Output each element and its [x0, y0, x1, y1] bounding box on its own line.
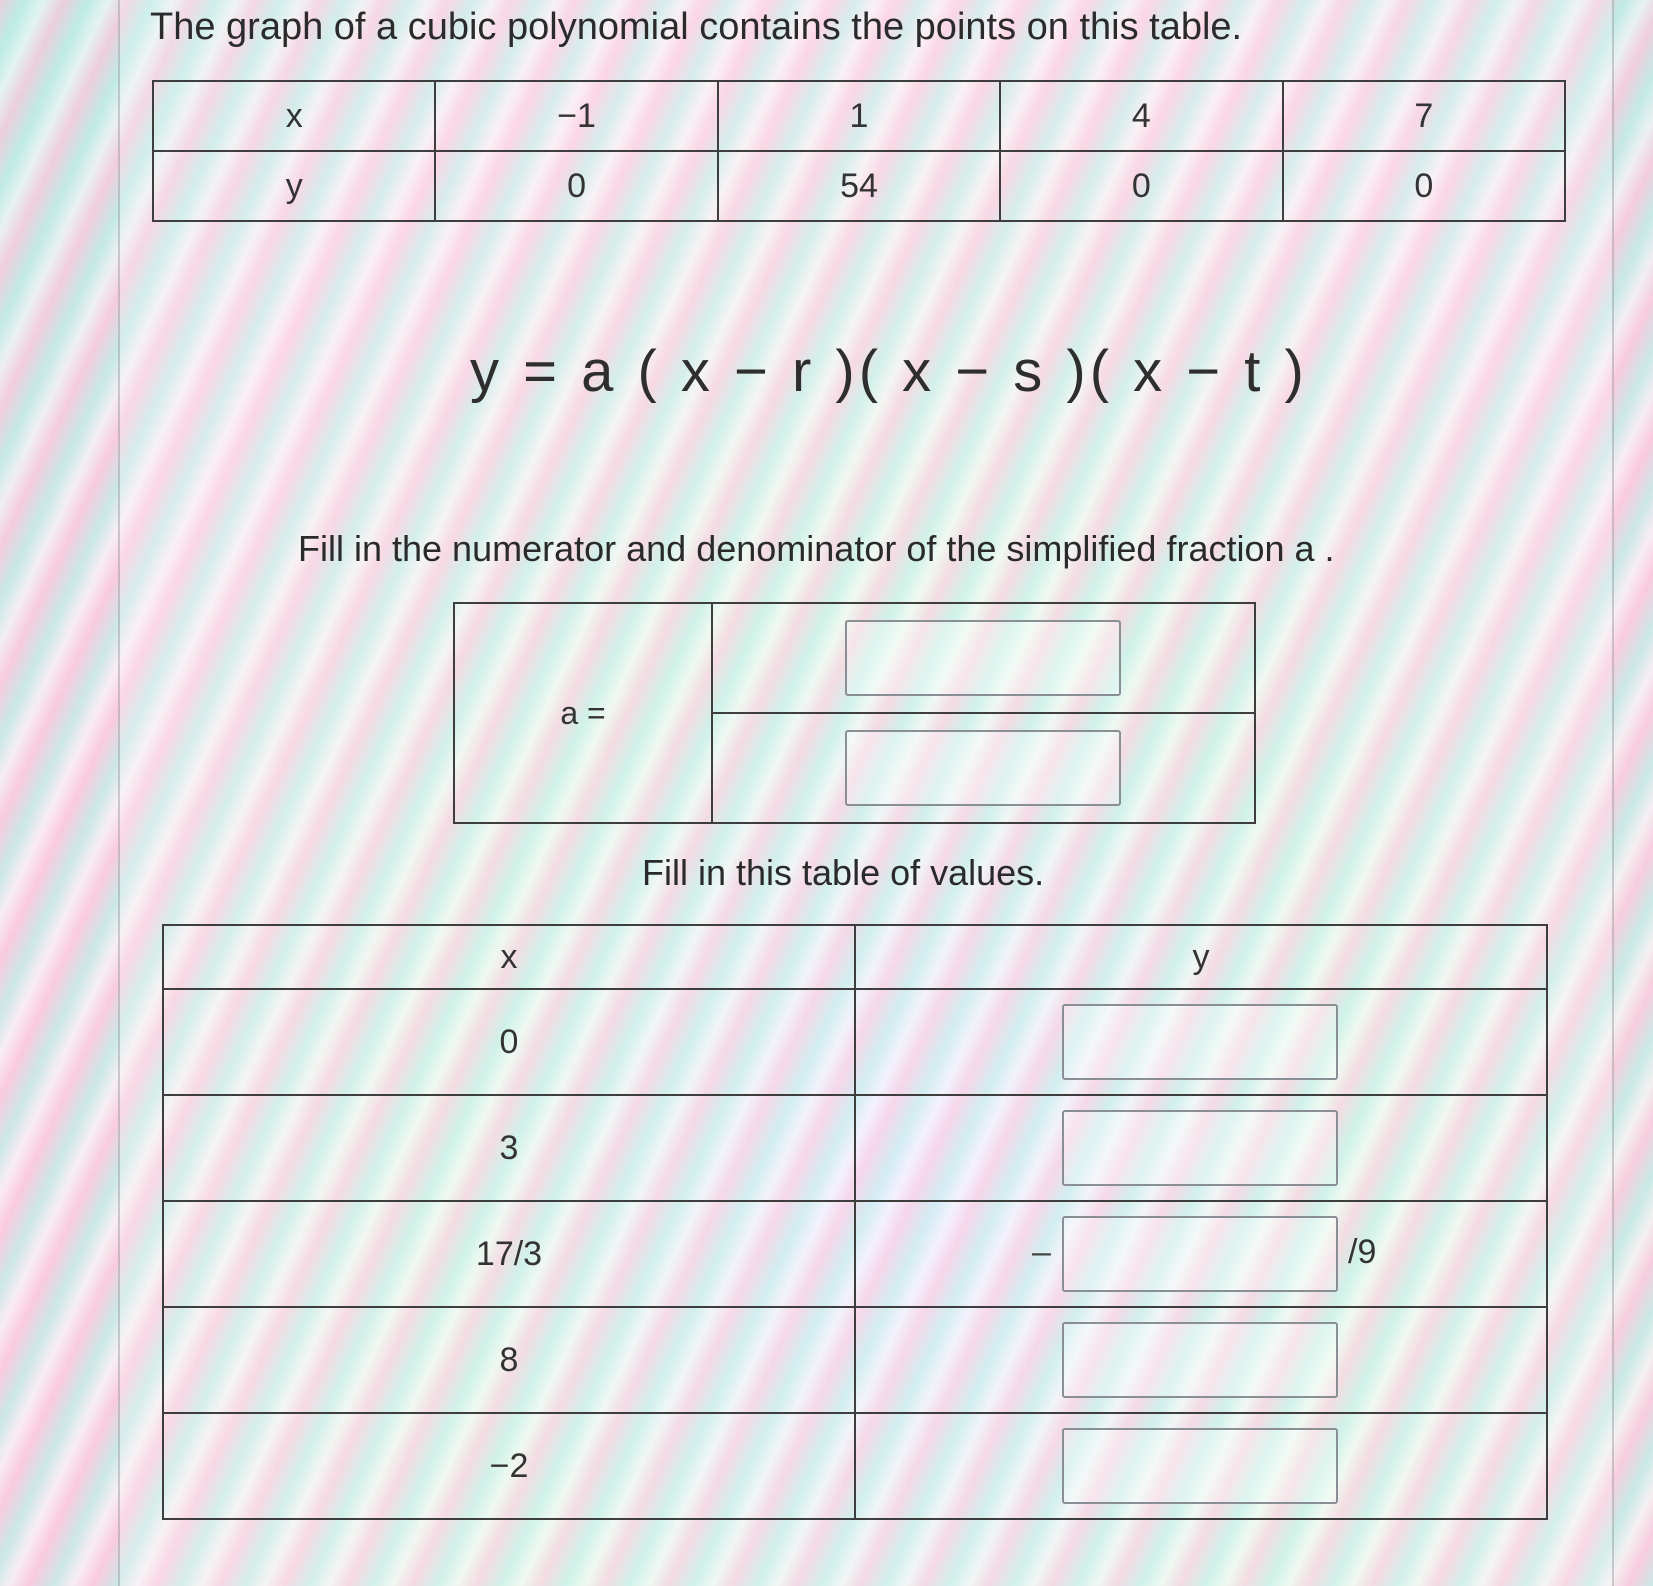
values-y-header: y	[855, 925, 1547, 989]
x-value-cell: 17/3	[163, 1201, 855, 1307]
points-x-value: 1	[718, 81, 1000, 151]
values-table	[162, 924, 1548, 1520]
table-row	[163, 1095, 1547, 1201]
table-row	[163, 1413, 1547, 1519]
points-table	[152, 80, 1566, 222]
table-row	[163, 1201, 1547, 1307]
denominator-input[interactable]	[845, 730, 1121, 806]
values-instructions: Fill in this table of values.	[642, 852, 1045, 893]
y-value-cell	[855, 1307, 1547, 1413]
values-header-row	[163, 925, 1547, 989]
x-value-cell: 3	[163, 1095, 855, 1201]
points-y-value: 0	[1000, 151, 1282, 221]
values-x-header: x	[163, 925, 855, 989]
y-value-cell	[855, 1201, 1547, 1307]
points-x-value: −1	[435, 81, 717, 151]
y-input[interactable]	[1062, 1322, 1338, 1398]
points-y-value: 54	[718, 151, 1000, 221]
points-y-value: 0	[435, 151, 717, 221]
y-value-cell	[855, 989, 1547, 1095]
y-input[interactable]	[1062, 1004, 1338, 1080]
denominator-cell	[712, 713, 1255, 823]
negative-sign: –	[1032, 1232, 1051, 1271]
points-row-y	[153, 151, 1565, 221]
x-value-cell: 8	[163, 1307, 855, 1413]
y-value-cell	[855, 1413, 1547, 1519]
numerator-cell	[712, 603, 1255, 713]
y-input[interactable]	[1062, 1110, 1338, 1186]
points-x-label: x	[153, 81, 435, 151]
y-input[interactable]	[1062, 1428, 1338, 1504]
numerator-input[interactable]	[845, 620, 1121, 696]
x-value-cell: −2	[163, 1413, 855, 1519]
factored-form-equation: y = a ( x − r )( x − s )( x − t )	[470, 339, 1308, 404]
points-x-value: 4	[1000, 81, 1282, 151]
fraction-answer-table	[453, 602, 1256, 824]
y-numerator-input[interactable]	[1062, 1216, 1338, 1292]
question-prompt: The graph of a cubic polynomial contains the points on this table.	[150, 6, 1243, 48]
points-row-x	[153, 81, 1565, 151]
fraction-instructions: Fill in the numerator and denominator of the simplified fraction a .	[298, 528, 1335, 569]
points-y-label: y	[153, 151, 435, 221]
table-row	[163, 1307, 1547, 1413]
points-x-value: 7	[1283, 81, 1565, 151]
x-value-cell: 0	[163, 989, 855, 1095]
table-row	[163, 989, 1547, 1095]
points-y-value: 0	[1283, 151, 1565, 221]
a-label: a =	[454, 603, 712, 823]
y-value-cell	[855, 1095, 1547, 1201]
y-denominator-label: /9	[1348, 1232, 1377, 1271]
